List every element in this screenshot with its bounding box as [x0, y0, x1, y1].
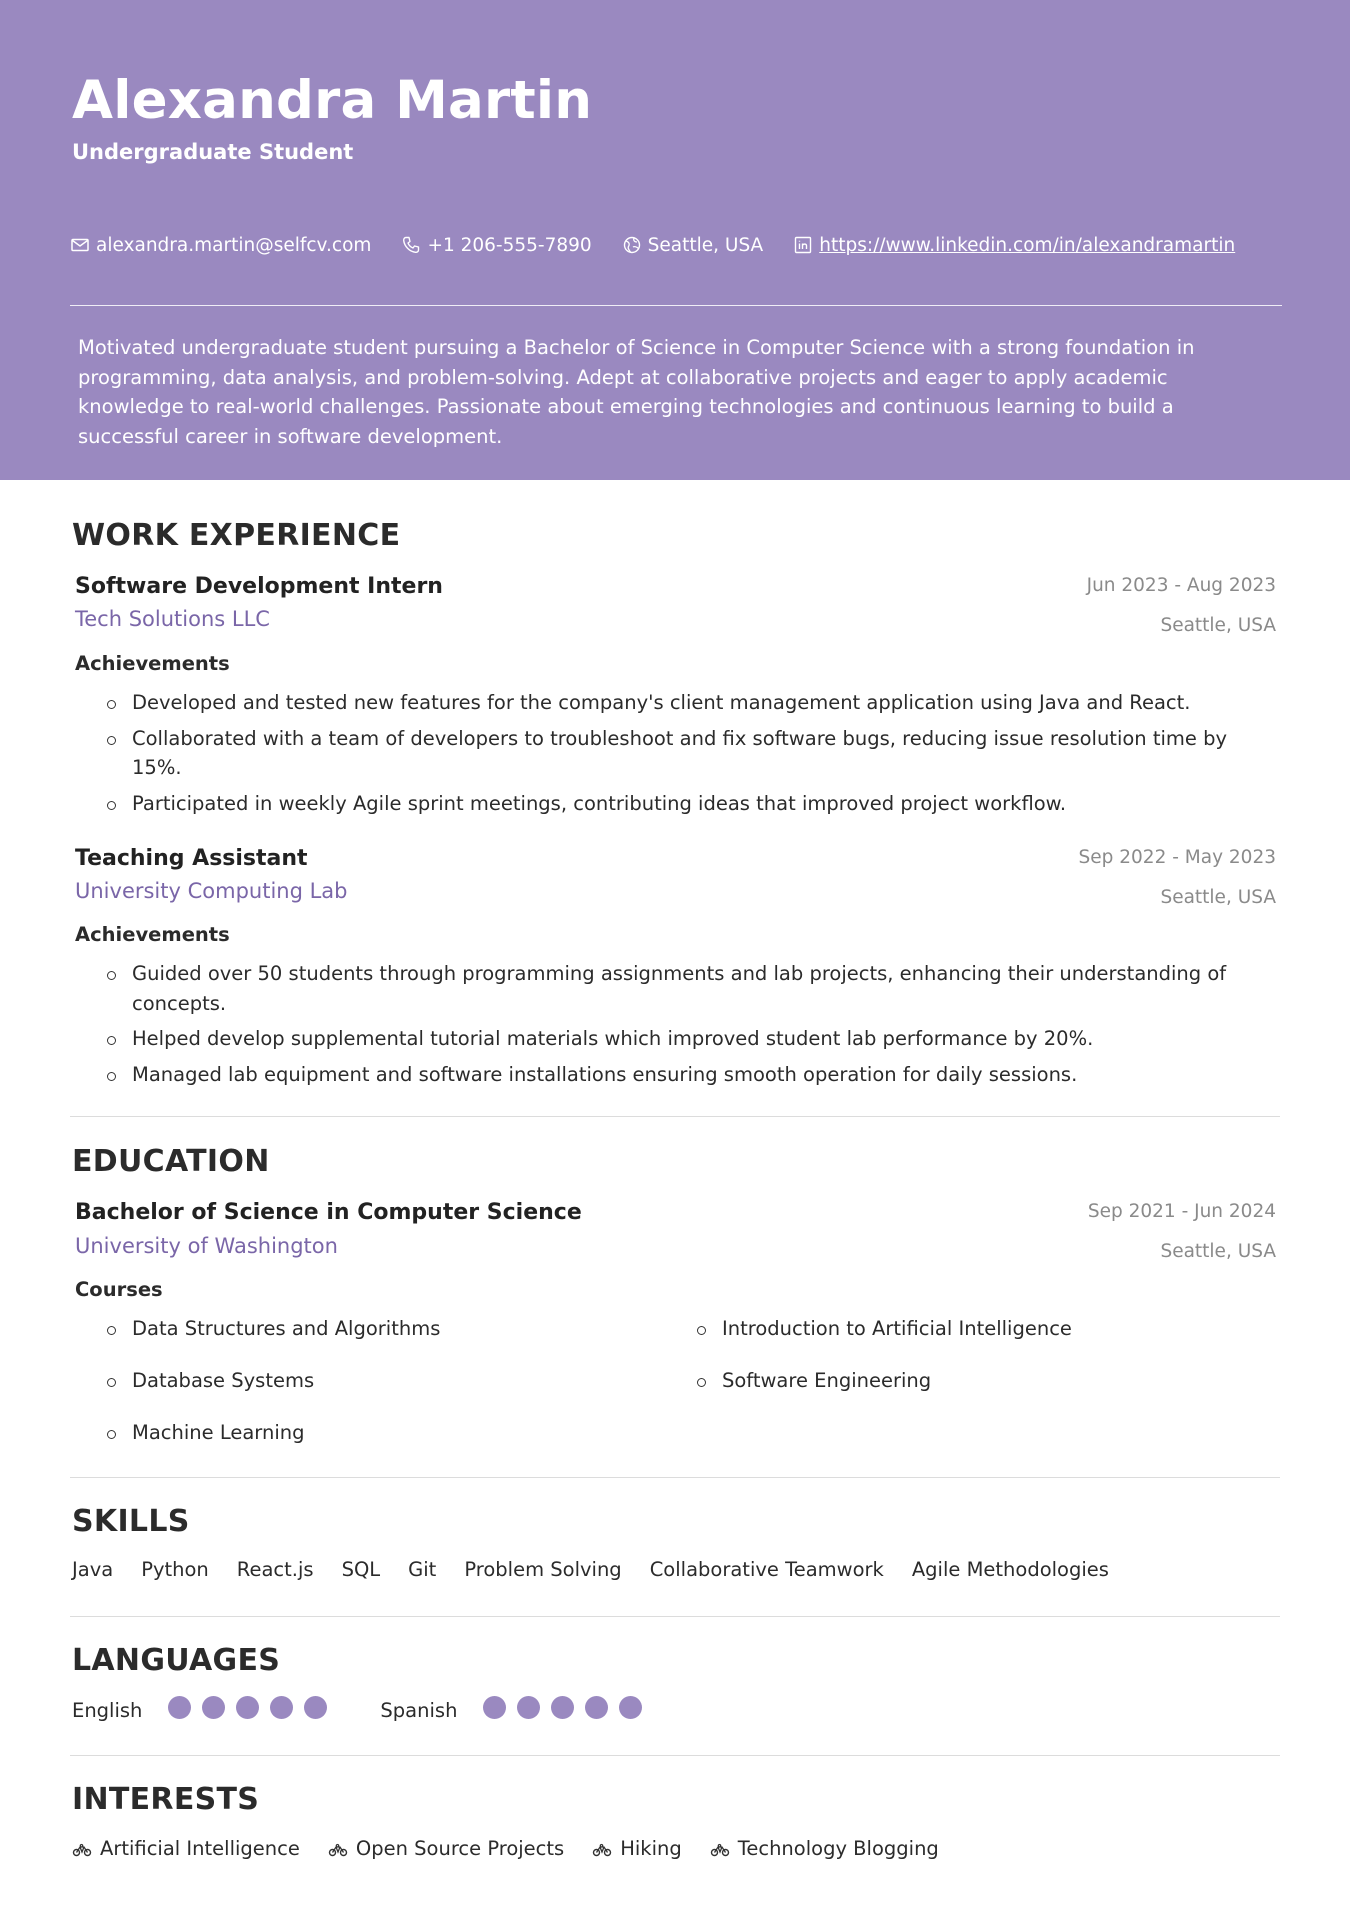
- achievements-subheading: Achievements: [75, 923, 230, 946]
- language-item: [72, 1696, 338, 1724]
- summary-text: Motivated undergraduate student pursuing a Bachelor of Science in Computer Science with a strong foundation in programming, data analysis, and problem-solving. Adept at collaborative projects and eager to apply academic knowledge to real-world challenges. Passionate about emerging technologies and continuous learning to build a successful career in software development.: [78, 336, 1195, 448]
- job-date: Jun 2023 - Aug 2023: [1086, 575, 1276, 596]
- list-item: Software Engineering: [694, 1366, 1284, 1396]
- interest-item: [328, 1837, 564, 1860]
- candidate-name: Alexandra Martin: [72, 70, 593, 131]
- list-item: Data Structures and Algorithms: [104, 1314, 694, 1344]
- bicycle-icon: [592, 1839, 612, 1859]
- language-name: English: [72, 1698, 143, 1722]
- bicycle-icon: [328, 1839, 348, 1859]
- phone-text: +1 206-555-7890: [427, 234, 592, 256]
- interest-item: [72, 1837, 300, 1860]
- skill-item: Python: [141, 1558, 209, 1581]
- skill-item: Problem Solving: [464, 1558, 622, 1581]
- list-item: Collaborated with a team of developers to troubleshoot and fix software bugs, reducing issue resolution time by 15%.: [104, 724, 1264, 783]
- list-item: Database Systems: [104, 1366, 694, 1396]
- header-divider: [70, 305, 1282, 306]
- skills-list: [72, 1558, 1137, 1581]
- achievements-list: [104, 959, 1264, 1095]
- job-company: Tech Solutions LLC: [75, 607, 270, 631]
- interest-label: Artificial Intelligence: [100, 1837, 300, 1860]
- proficiency-dot: [619, 1696, 642, 1719]
- list-item: Participated in weekly Agile sprint meetings, contributing ideas that improved project workflow.: [104, 789, 1264, 819]
- list-item: Developed and tested new features for the company's client management application using Java and React.: [104, 688, 1264, 718]
- achievements-list: [104, 688, 1264, 824]
- linkedin-icon: [793, 235, 813, 255]
- section-divider: [70, 1116, 1280, 1117]
- proficiency-dot: [304, 1696, 327, 1719]
- list-item: Introduction to Artificial Intelligence: [694, 1314, 1284, 1344]
- job-date: Sep 2022 - May 2023: [1078, 847, 1276, 868]
- proficiency-dot: [236, 1696, 259, 1719]
- list-item: Guided over 50 students through programming assignments and lab projects, enhancing their understanding of concepts.: [104, 959, 1264, 1018]
- languages-list: [72, 1696, 695, 1724]
- skill-item: Agile Methodologies: [911, 1558, 1109, 1581]
- interests-list: [72, 1837, 967, 1860]
- interest-label: Open Source Projects: [355, 1837, 565, 1860]
- languages-heading: LANGUAGES: [72, 1643, 281, 1678]
- list-item: Machine Learning: [104, 1418, 694, 1448]
- candidate-title: Undergraduate Student: [72, 140, 354, 164]
- skill-item: SQL: [341, 1558, 381, 1581]
- education-date: Sep 2021 - Jun 2024: [1087, 1201, 1276, 1222]
- courses-subheading: Courses: [75, 1278, 163, 1301]
- envelope-icon: [70, 235, 90, 255]
- proficiency-dots: [168, 1696, 338, 1724]
- proficiency-dot: [517, 1696, 540, 1719]
- contact-phone[interactable]: [401, 235, 591, 256]
- section-divider: [70, 1755, 1280, 1756]
- proficiency-dot: [202, 1696, 225, 1719]
- bicycle-icon: [710, 1839, 730, 1859]
- linkedin-link[interactable]: https://www.linkedin.com/in/alexandramartin: [819, 234, 1236, 256]
- skills-heading: SKILLS: [72, 1504, 190, 1539]
- proficiency-dot: [270, 1696, 293, 1719]
- contact-email[interactable]: [70, 235, 371, 256]
- proficiency-dot: [483, 1696, 506, 1719]
- interest-item: [710, 1837, 939, 1860]
- job-title: Software Development Intern: [75, 574, 443, 599]
- proficiency-dot: [585, 1696, 608, 1719]
- job-location: Seattle, USA: [1160, 615, 1276, 636]
- email-text: alexandra.martin@selfcv.com: [96, 234, 372, 256]
- proficiency-dot: [168, 1696, 191, 1719]
- interest-label: Hiking: [620, 1837, 682, 1860]
- interest-item: [592, 1837, 682, 1860]
- section-divider: [70, 1477, 1280, 1478]
- job-title: Teaching Assistant: [75, 846, 308, 871]
- proficiency-dots: [483, 1696, 653, 1724]
- job-company: University Computing Lab: [75, 879, 348, 903]
- resume-header: [0, 0, 1350, 480]
- contact-row: [70, 232, 1265, 258]
- interest-label: Technology Blogging: [737, 1837, 939, 1860]
- list-item: Managed lab equipment and software installations ensuring smooth operation for daily sessions.: [104, 1060, 1264, 1090]
- skill-item: Git: [408, 1558, 437, 1581]
- section-divider: [70, 1616, 1280, 1617]
- bicycle-icon: [72, 1839, 92, 1859]
- skill-item: Java: [72, 1558, 114, 1581]
- skill-item: React.js: [236, 1558, 314, 1581]
- degree-title: Bachelor of Science in Computer Science: [75, 1200, 582, 1225]
- list-item: Helped develop supplemental tutorial materials which improved student lab performance by 20%.: [104, 1024, 1264, 1054]
- phone-icon: [401, 235, 421, 255]
- work-experience-heading: WORK EXPERIENCE: [72, 518, 401, 553]
- contact-location: [622, 235, 764, 256]
- proficiency-dot: [551, 1696, 574, 1719]
- courses-list: [104, 1314, 1284, 1448]
- interests-heading: INTERESTS: [72, 1782, 260, 1817]
- globe-icon: [622, 235, 642, 255]
- contact-linkedin[interactable]: [793, 235, 1235, 256]
- language-item: [380, 1696, 653, 1724]
- skill-item: Collaborative Teamwork: [649, 1558, 884, 1581]
- job-location: Seattle, USA: [1160, 887, 1276, 908]
- language-name: Spanish: [380, 1698, 458, 1722]
- education-location: Seattle, USA: [1160, 1241, 1276, 1262]
- achievements-subheading: Achievements: [75, 652, 230, 675]
- location-text: Seattle, USA: [647, 234, 764, 256]
- education-heading: EDUCATION: [72, 1144, 270, 1179]
- school-name: University of Washington: [75, 1234, 338, 1258]
